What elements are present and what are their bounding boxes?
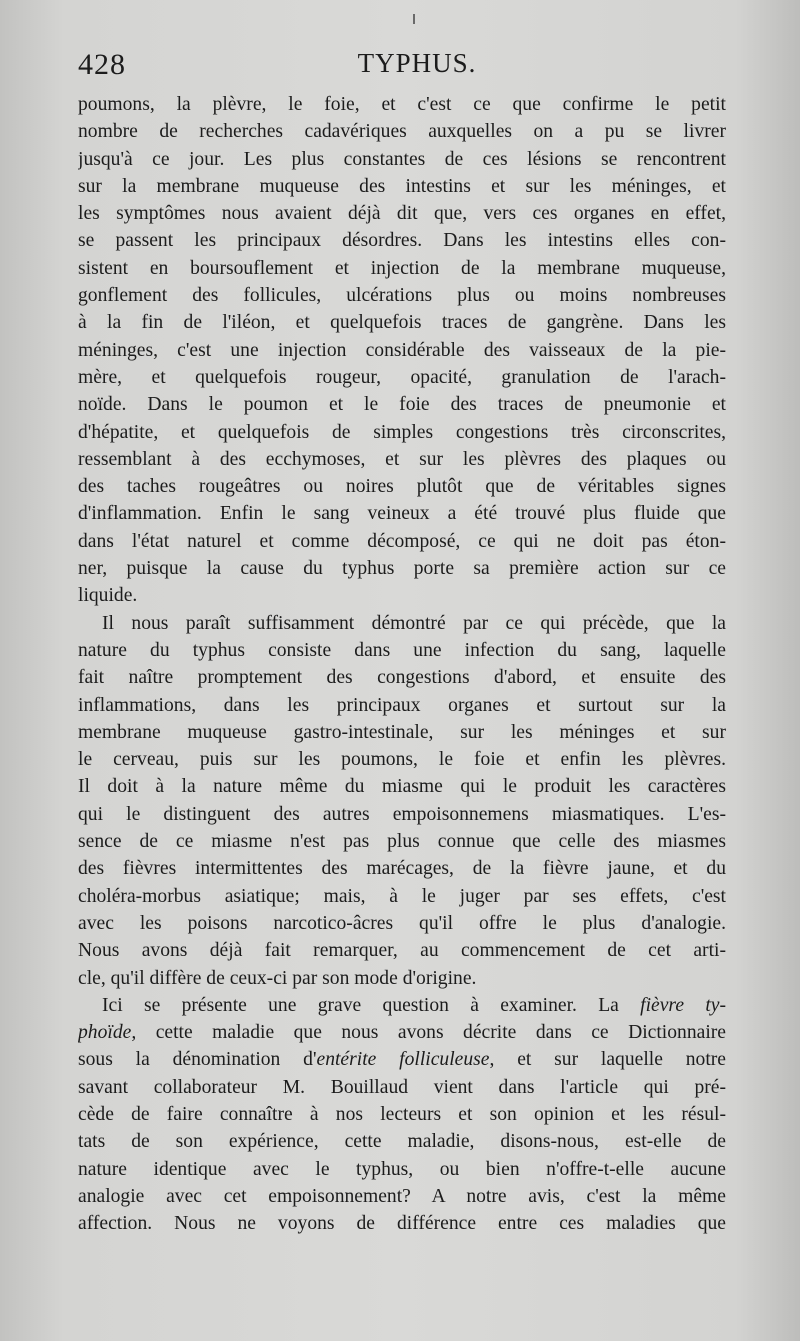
text-line: affection. Nous ne voyons de différence entre ces maladies que [78,1213,726,1235]
text-line: Nous avons déjà fait remarquer, au commencement de cet arti- [78,940,726,962]
text-line: avec les poisons narcotico-âcres qu'il offre le plus d'analogie. [78,912,726,934]
text-line: nature identique avec le typhus, ou bien n'offre-t-elle aucune [78,1158,726,1180]
text-line: sous la dénomination d'entérite folliculeuse, et sur laquelle notre [78,1049,726,1071]
page-number: 428 [78,48,126,81]
text-line: phoïde, cette maladie que nous avons décrite dans ce Dictionnaire [78,1022,726,1044]
text-line: les symptômes nous avaient déjà dit que, vers ces organes en effet, [78,203,726,225]
text-line: se passent les principaux désordres. Dans les intestins elles con- [78,230,726,252]
text-line: jusqu'à ce jour. Les plus constantes de ces lésions se rencontrent [78,148,726,170]
text-line: tats de son expérience, cette maladie, disons-nous, est-elle de [78,1131,726,1153]
text-line: cle, qu'il diffère de ceux-ci par son mode d'origine. [78,967,477,989]
running-head: TYPHUS. [357,48,477,78]
text-line: Ici se présente une grave question à examiner. La fièvre ty- [102,994,726,1016]
text-line: nature du typhus consiste dans une infection du sang, laquelle [78,639,726,661]
text-line: liquide. [78,585,138,607]
page-header [78,48,726,88]
text-line: qui le distinguent des autres empoisonnemens miasmatiques. L'es- [78,803,726,825]
text-line: le cerveau, puis sur les poumons, le foie et enfin les plèvres. [78,749,726,771]
text-line: Il nous paraît suffisamment démontré par ce qui précède, que la [102,612,726,634]
text-line: Il doit à la nature même du miasme qui le produit les caractères [78,776,726,798]
text-line: sur la membrane muqueuse des intestins et sur les méninges, et [78,175,726,197]
text-line: méninges, c'est une injection considérable des vaisseaux de la pie- [78,339,726,361]
text-line: cède de faire connaître à nos lecteurs et son opinion et les résul- [78,1103,726,1125]
text-line: choléra-morbus asiatique; mais, à le juger par ses effets, c'est [78,885,726,907]
text-line: savant collaborateur M. Bouillaud vient dans l'article qui pré- [78,1076,726,1098]
text-line: inflammations, dans les principaux organes et surtout sur la [78,694,726,716]
text-line: sistent en boursouflement et injection de la membrane muqueuse, [78,257,726,279]
text-line: mère, et quelquefois rougeur, opacité, granulation de l'arach- [78,366,726,388]
text-line: analogie avec cet empoisonnement? A notre avis, c'est la même [78,1185,726,1207]
scan-mark [413,14,415,24]
text-line: ressemblant à des ecchymoses, et sur les plèvres des plaques ou [78,448,726,470]
text-line: d'inflammation. Enfin le sang veineux a été trouvé plus fluide que [78,503,726,525]
text-line: ner, puisque la cause du typhus porte sa première action sur ce [78,558,726,580]
body-text [78,91,726,1237]
text-line: fait naître promptement des congestions d'abord, et ensuite des [78,667,726,689]
text-line: dans l'état naturel et comme décomposé, ce qui ne doit pas éton- [78,530,726,552]
text-line: gonflement des follicules, ulcérations plus ou moins nombreuses [78,285,726,307]
text-line: noïde. Dans le poumon et le foie des traces de pneumonie et [78,394,726,416]
text-line: membrane muqueuse gastro-intestinale, sur les méninges et sur [78,721,726,743]
text-line: à la fin de l'iléon, et quelquefois traces de gangrène. Dans les [78,312,726,334]
text-line: sence de ce miasme n'est pas plus connue que celle des miasmes [78,831,726,853]
text-line: d'hépatite, et quelquefois de simples congestions très circonscrites, [78,421,726,443]
text-line: poumons, la plèvre, le foie, et c'est ce que confirme le petit [78,94,726,115]
text-line: nombre de recherches cadavériques auxquelles on a pu se livrer [78,121,726,143]
text-line: des fièvres intermittentes des marécages, de la fièvre jaune, et du [78,858,726,880]
text-line: des taches rougeâtres ou noires plutôt que de véritables signes [78,476,726,498]
